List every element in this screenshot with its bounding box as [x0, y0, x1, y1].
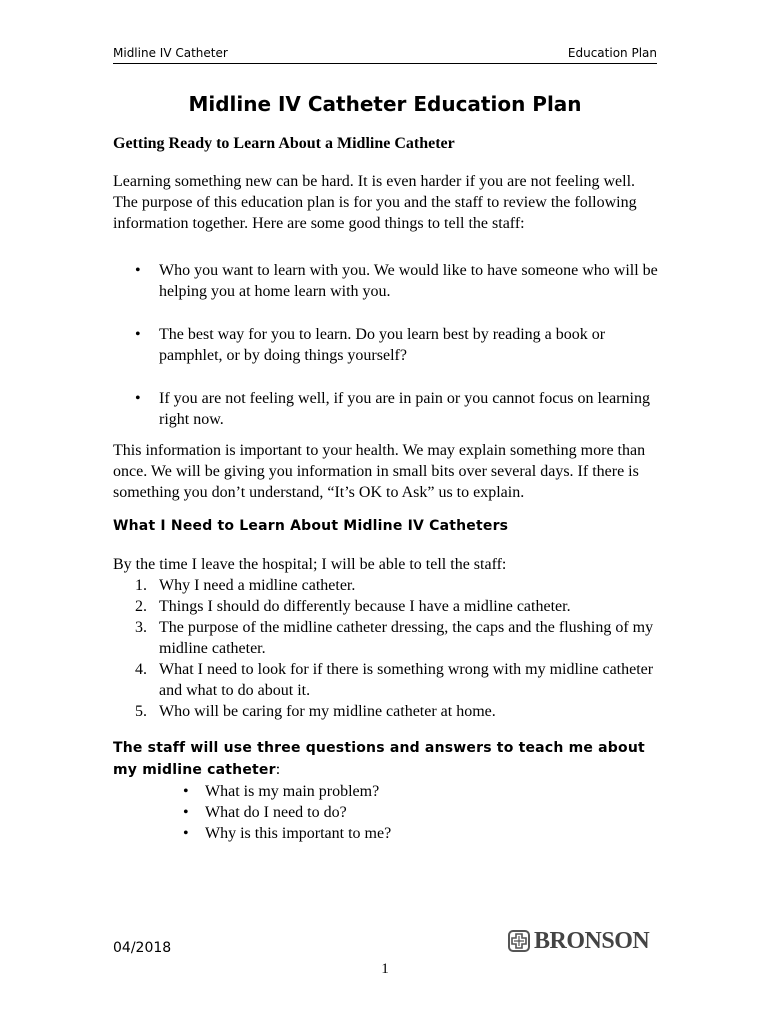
- document-body: [113, 133, 661, 844]
- bullet-icon: •: [183, 783, 189, 800]
- section3-heading: The staff will use three questions and answers to teach me about my midline catheter:: [113, 740, 645, 778]
- bronson-cross-icon: [508, 930, 530, 952]
- list-item: • What is my main problem?: [183, 783, 380, 800]
- list-item: • If you are not feeling well, if you are in pain or you cannot focus on learning right now.: [135, 390, 650, 428]
- page-header: [113, 45, 657, 64]
- list-item: • The best way for you to learn. Do you learn best by reading a book or pamphlet, or by doing things yourself?: [135, 326, 606, 364]
- bullet-icon: •: [135, 326, 141, 343]
- section1-closing: This information is important to your health. We may explain something more than once. We will be giving you information in small bits over several days. If there is something you don’t understand, “It’s OK to Ask” us to explain.: [113, 442, 646, 501]
- list-item: 1. Why I need a midline catheter.: [135, 577, 356, 594]
- bronson-logo: [508, 927, 649, 955]
- document-title: Midline IV Catheter Education Plan: [188, 92, 582, 116]
- section2-intro: By the time I leave the hospital; I will be able to tell the staff:: [113, 556, 507, 573]
- page-number: 1: [381, 961, 389, 977]
- list-item: 4. What I need to look for if there is something wrong with my midline catheter and what to do about it.: [135, 661, 654, 699]
- list-item: 2. Things I should do differently because I have a midline catheter.: [135, 598, 571, 615]
- bullet-icon: •: [183, 825, 189, 842]
- list-item: 5. Who will be caring for my midline catheter at home.: [135, 703, 496, 720]
- header-right: Education Plan: [567, 46, 657, 60]
- section3-question-list: [113, 781, 661, 844]
- section1-bullet-list: [113, 260, 661, 430]
- header-left: Midline IV Catheter: [113, 46, 228, 60]
- section2-heading: What I Need to Learn About Midline IV Catheters: [113, 518, 509, 534]
- section2-numbered-list: [113, 575, 661, 722]
- list-item: • What do I need to do?: [183, 804, 347, 821]
- bullet-icon: •: [135, 262, 141, 279]
- list-item: 3. The purpose of the midline catheter dressing, the caps and the flushing of my midline catheter.: [135, 619, 654, 657]
- list-item: • Who you want to learn with you. We would like to have someone who will be helping you at home learn with you.: [135, 262, 658, 300]
- logo-wordmark: BRONSON: [534, 927, 650, 954]
- bullet-icon: •: [135, 390, 141, 407]
- section1-intro: Learning something new can be hard. It is even harder if you are not feeling well. The purpose of this education plan is for you and the staff to review the following information together. Here are some good things to tell the staff:: [113, 173, 637, 232]
- section1-heading: Getting Ready to Learn About a Midline Catheter: [113, 135, 455, 152]
- list-item: • Why is this important to me?: [183, 825, 392, 842]
- footer-date: 04/2018: [113, 940, 172, 956]
- bullet-icon: •: [183, 804, 189, 821]
